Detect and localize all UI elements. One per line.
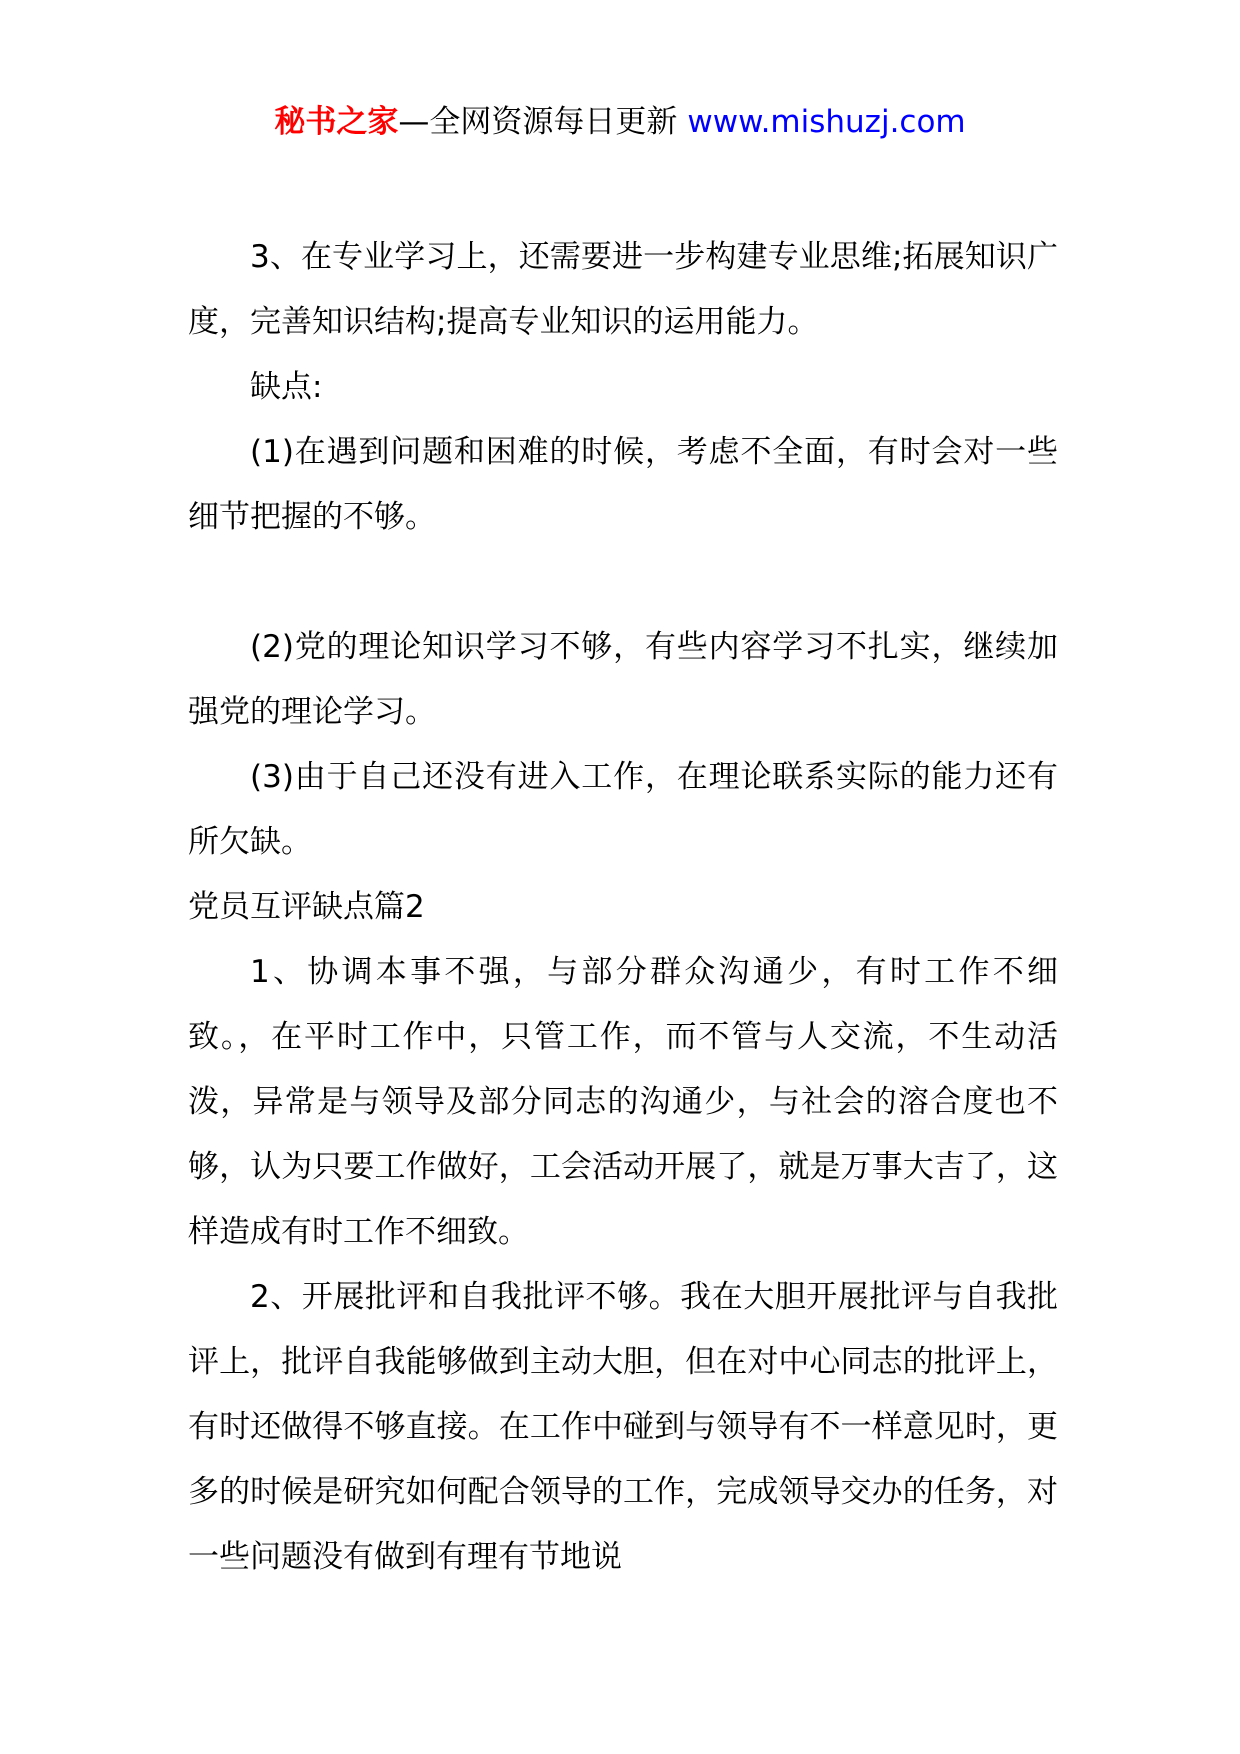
site-header: [0, 102, 1240, 142]
paragraph-point-1: 1、协调本事不强，与部分群众沟通少，有时工作不细致。，在平时工作中，只管工作，而不管与人交流，不生动活泼，异常是与领导及部分同志的沟通少，与社会的溶合度也不够，认为只要工作做好，工会活动开展了，就是万事大吉了，这样造成有时工作不细致。: [188, 954, 1058, 1250]
site-brand: 秘书之家: [274, 104, 399, 140]
paragraph-study: 3、在专业学习上，还需要进一步构建专业思维;拓展知识广度，完善知识结构;提高专业知识的运用能力。: [188, 239, 1058, 340]
paragraph-point-2: 2、开展批评和自我批评不够。我在大胆开展批评与自我批评上，批评自我能够做到主动大胆，但在对中心同志的批评上，有时还做得不够直接。在工作中碰到与领导有不一样意见时，更多的时候是研究如何配合领导的工作，完成领导交办的任务，对一些问题没有做到有理有节地说: [188, 1279, 1058, 1575]
section-label-shortcomings: 缺点:: [250, 369, 323, 405]
paragraph-shortcoming-2: (2)党的理论知识学习不够，有些内容学习不扎实，继续加强党的理论学习。: [188, 629, 1058, 730]
paragraph-shortcoming-3: (3)由于自己还没有进入工作，在理论联系实际的能力还有所欠缺。: [188, 759, 1058, 860]
document-body: [188, 225, 1058, 1590]
site-slogan: —全网资源每日更新: [398, 104, 678, 140]
paragraph-shortcoming-1: (1)在遇到问题和困难的时候，考虑不全面，有时会对一些细节把握的不够。: [188, 434, 1058, 535]
section-heading-part-2: 党员互评缺点篇2: [188, 889, 425, 925]
site-url-link[interactable]: www.mishuzj.com: [687, 104, 966, 140]
